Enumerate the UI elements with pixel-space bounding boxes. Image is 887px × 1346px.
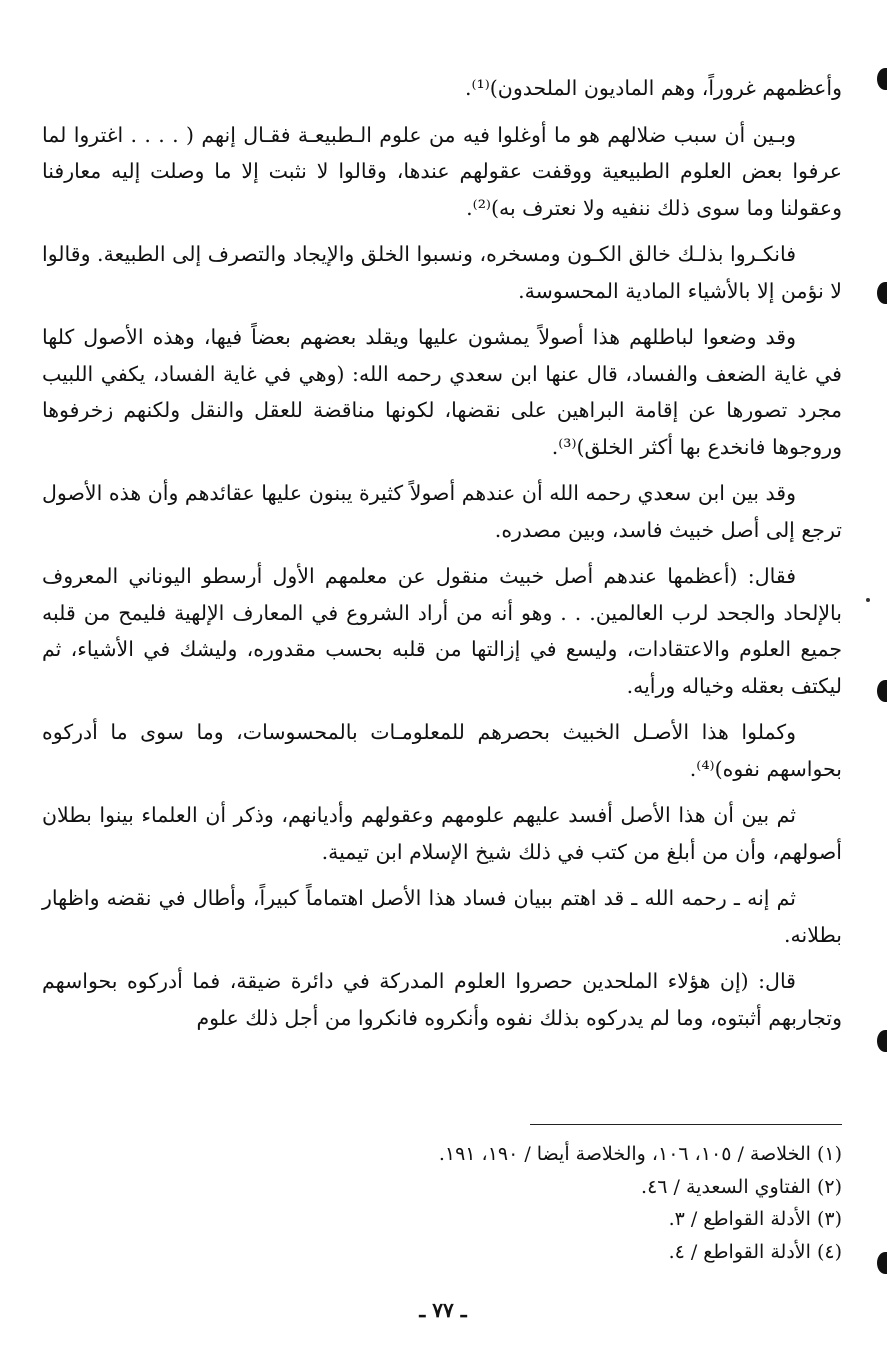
paragraph: ثم بين أن هذا الأصل أفسد عليهم علومهم وعقولهم وأديانهم، وذكر أن العلماء بينوا بطلان أصولهم، وأن من أبلغ من كتب في ذلك شيخ الإسلام ابن تيمية. <box>42 803 842 864</box>
footnote: (١) الخلاصة / ١٠٥، ١٠٦، والخلاصة أيضا / ١٩٠، ١٩١. <box>438 1143 842 1165</box>
binding-hole-mark <box>877 282 887 304</box>
footnotes <box>300 1138 842 1268</box>
paragraph: وقد وضعوا لباطلهم هذا أصولاً يمشون عليها ويقلد بعضهم بعضاً فيها، وهذه الأصول كلها في غاية الضعف والفساد، قال عنها ابن سعدي رحمه الله: (وهي في غاية الفساد، يكفي اللبيب مجرد تصورها عن إقامة البراهين على نقضها، لكونها مناقضة للعقل والنقل ولكنهم زخرفوها وروجوها فانخدع بها أكثر الخلق)⁽³⁾. <box>42 325 842 459</box>
paragraph: فانكـروا بذلـك خالق الكـون ومسخره، ونسبوا الخلق والإيجاد والتصرف إلى الطبيعة. وقالوا لا نؤمن إلا بالأشياء المادية المحسوسة. <box>42 242 842 303</box>
main-text <box>42 70 842 1036</box>
paragraph: وبـين أن سبب ضلالهم هو ما أوغلوا فيه من علوم الـطبيعـة فقـال إنهم ( . . . . اغتروا لما عرفوا بعض العلوم الطبيعية ووقفت عقولهم عندها، وقالوا لا نثبت إلا ما وصلت إليه معارفنا وعقولنا وما سوى ذلك ننفيه ولا نعترف به)⁽²⁾. <box>42 122 842 220</box>
binding-hole-mark <box>877 1252 887 1274</box>
paragraph: وكملوا هذا الأصـل الخبيث بحصرهم للمعلومـات بالمحسوسات، وما سوى ما أدركوه بحواسهم نفوه)⁽⁴⁾. <box>42 720 842 781</box>
footnote: (٢) الفتاوي السعدية / ٤٦. <box>641 1175 842 1198</box>
paragraph: ثم إنه ـ رحمه الله ـ قد اهتم ببيان فساد هذا الأصل اهتماماً كبيراً، وأطال في نقضه واظهار بطلانه. <box>42 886 842 947</box>
edge-dot <box>866 598 870 602</box>
paragraph: فقال: (أعظمها عندهم أصل خبيث منقول عن معلمهم الأول أرسطو اليوناني المعروف بالإلحاد والجحد لرب العالمين. . . وهو أنه من أراد الشروع في المعارف الإلهية فليمح من قلبه جميع العلوم والاعتقادات، وليسع في إزالتها من قلبه بحسب مقدوره، وليشك في الأشياء، ثم ليكتف بعقله وخياله ورأيه. <box>42 564 842 698</box>
footnote-separator <box>530 1124 842 1125</box>
binding-hole-mark <box>877 68 887 90</box>
footnote: (٤) الأدلة القواطع / ٤. <box>668 1240 842 1263</box>
binding-hole-mark <box>877 1030 887 1052</box>
binding-hole-mark <box>877 680 887 702</box>
paragraph: وأعظمهم غروراً، وهم الماديون الملحدون)⁽¹⁾. <box>464 76 842 100</box>
page-number: ـ ٧٧ ـ <box>419 1298 467 1322</box>
paragraph: وقد بين ابن سعدي رحمه الله أن عندهم أصولاً كثيرة يبنون عليها عقائدهم وأن هذه الأصول ترجع إلى أصل خبيث فاسد، وبين مصدره. <box>42 481 842 542</box>
footnote: (٣) الأدلة القواطع / ٣. <box>668 1208 842 1230</box>
paragraph: قال: (إن هؤلاء الملحدين حصروا العلوم المدركة في دائرة ضيقة، فما أدركوه بحواسهم وتجاربهم أثبتوه، وما لم يدركوه بذلك نفوه وأنكروه فانكروا من أجل ذلك علوم <box>42 969 842 1030</box>
